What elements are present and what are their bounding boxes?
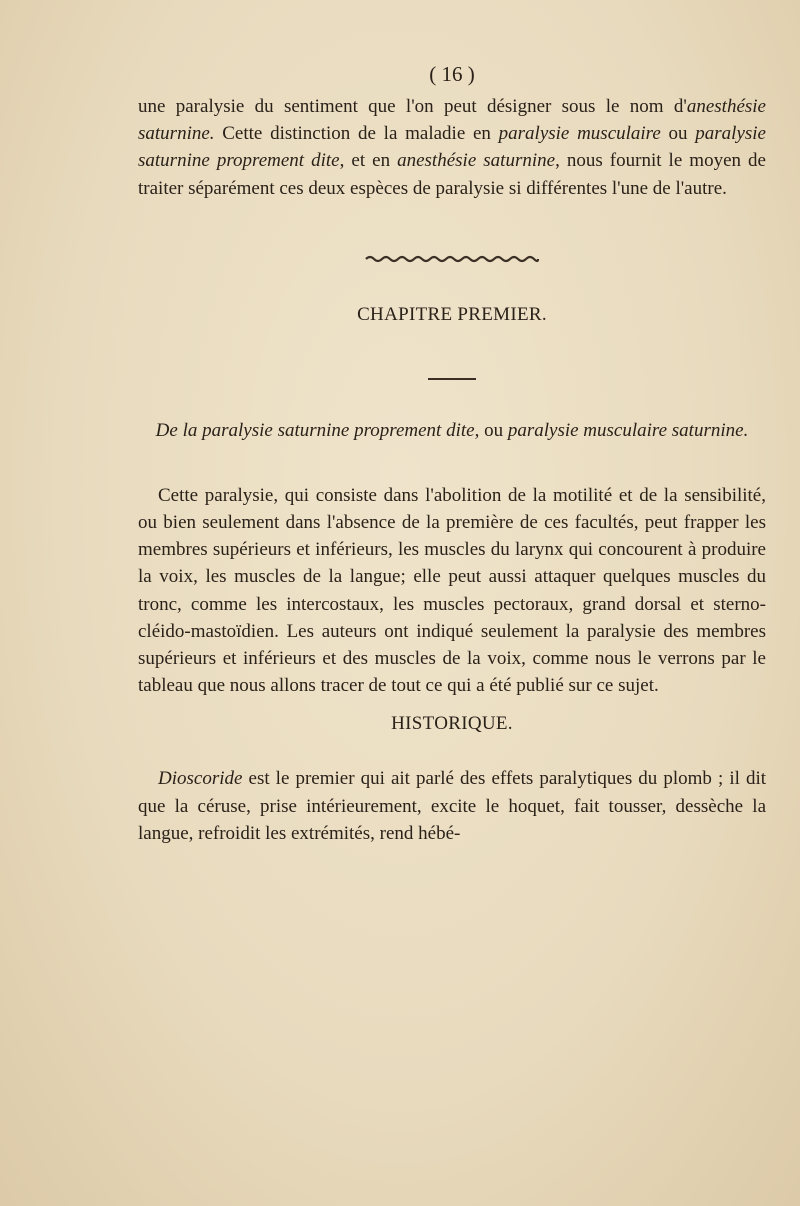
- book-page: [138, 62, 766, 847]
- wavy-ornament-divider: [138, 252, 766, 266]
- body-paragraph-1: Cette paralysie, qui consiste dans l'abolition de la motilité et de la sensibilité, ou bien seulement dans l'absence de la première de ces facultés, peut frapper les membres supérieurs et inférieurs, les muscles du larynx qui concourent à produire la voix, les muscles de la langue; elle peut aussi attaquer quelques muscles du tronc, comme les intercostaux, les muscles pectoraux, grand dorsal et sterno-cléido-mastoïdien. Les auteurs ont indiqué seulement la paralysie des membres supérieurs et inférieurs et des muscles de la voix, comme nous le verrons par le tableau que nous allons tracer de tout ce qui a été publié sur ce sujet.: [138, 484, 766, 697]
- intro-paragraph: [138, 93, 766, 202]
- section-title-text: , ou: [474, 419, 508, 441]
- historique-heading: HISTORIQUE.: [391, 713, 513, 735]
- intro-italic-4: anesthésie saturnine: [397, 150, 556, 172]
- body-paragraph-2: [138, 765, 766, 847]
- chapter-title: CHAPITRE PREMIER.: [357, 303, 547, 325]
- section-title: [138, 418, 766, 444]
- short-divider-rule: [428, 378, 476, 380]
- intro-text-4: , et en: [339, 150, 398, 172]
- section-title-italic-1: De la paralysie saturnine proprement dite: [155, 419, 475, 441]
- intro-text-5: , nous fournit le moyen de traiter séparément ces deux espèces de paralysie si différentes l'une de l'autre.: [138, 150, 766, 199]
- paragraph2-text-1: est le premier qui ait parlé des effets paralytiques du plomb ; il dit que la céruse, prise intérieurement, excite le hoquet, fait tousser, dessèche la langue, refroidit les extrémités, rend hébé-: [138, 768, 766, 844]
- intro-text-2: Cette distinction de la maladie en: [214, 123, 499, 145]
- intro-text-1: une paralysie du sentiment que l'on peut désigner sous le nom d': [138, 96, 687, 117]
- section-title-italic-2: paralysie musculaire saturnine.: [507, 419, 749, 441]
- paragraph2-italic-1: Dioscoride: [158, 768, 243, 790]
- wavy-line-icon: [364, 253, 540, 265]
- intro-italic-3: paralysie saturnine proprement dite: [138, 123, 766, 172]
- intro-italic-1: anesthésie saturnine.: [138, 96, 766, 145]
- intro-text-3: ou: [660, 123, 696, 145]
- page-number: ( 16 ): [429, 62, 475, 86]
- intro-italic-2: paralysie musculaire: [498, 123, 661, 145]
